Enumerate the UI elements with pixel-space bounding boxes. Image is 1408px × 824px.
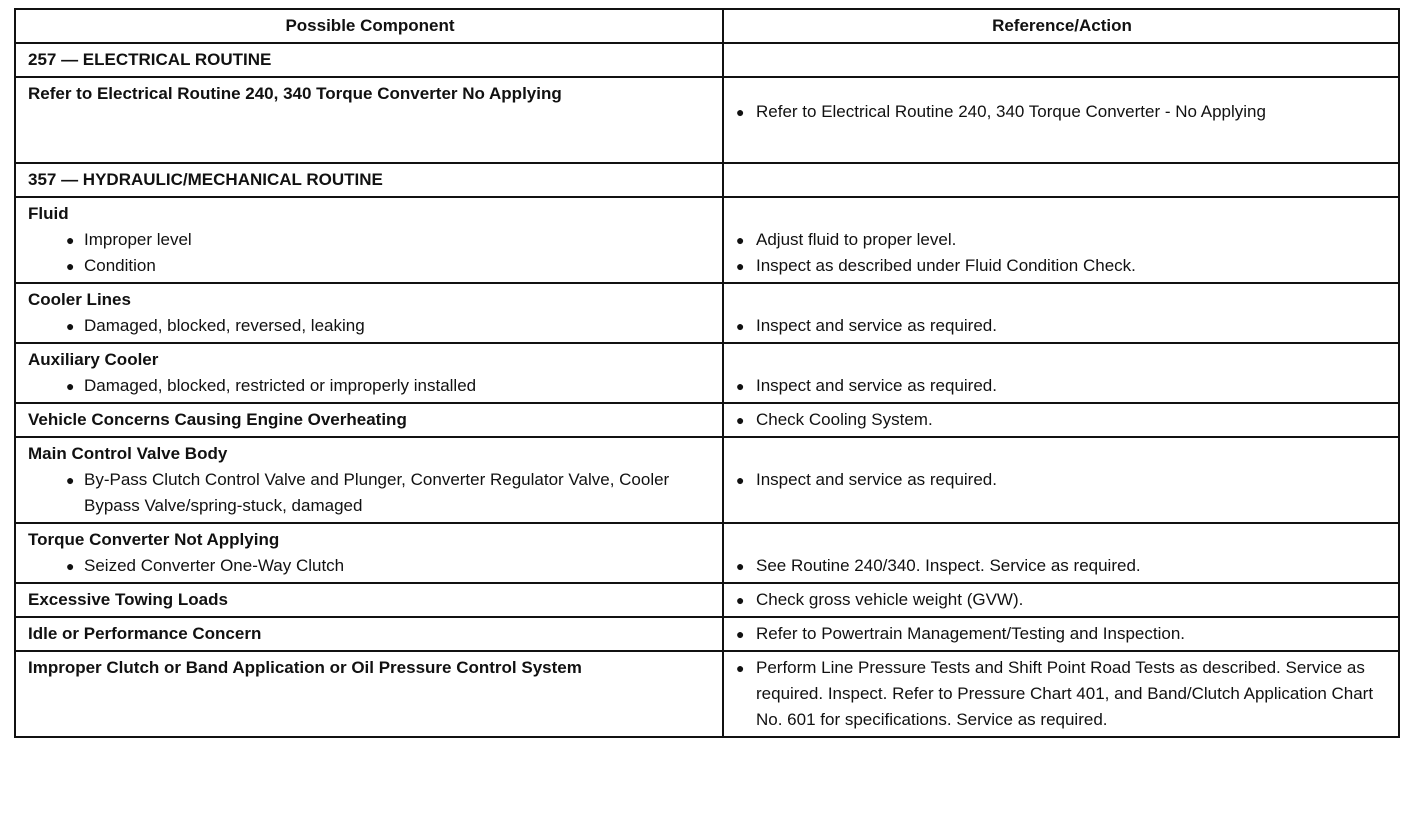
component-title: 257 — ELECTRICAL ROUTINE: [28, 50, 272, 69]
diagnosis-table: [14, 8, 1400, 738]
component-title: Improper Clutch or Band Application or Oil Pressure Control System: [28, 658, 582, 677]
action-item: ● Refer to Powertrain Management/Testing and Inspection.: [736, 621, 1388, 647]
action-item: ● Inspect and service as required.: [736, 467, 1388, 493]
table-row: [15, 617, 1399, 651]
component-cell: [15, 43, 723, 77]
component-title: Fluid: [28, 204, 69, 223]
action-cell: [723, 583, 1399, 617]
table-row: [15, 283, 1399, 343]
component-title: Vehicle Concerns Causing Engine Overheating: [28, 410, 407, 429]
component-title: Cooler Lines: [28, 290, 131, 309]
action-item: ● Inspect and service as required.: [736, 373, 1388, 399]
action-item: ● Perform Line Pressure Tests and Shift Point Road Tests as described. Service as required. Inspect. Refer to Pressure Chart 401, and Band/Clutch Application Chart No. 601 for specifications. Service as required.: [736, 655, 1388, 733]
header-row: [15, 9, 1399, 43]
action-cell: [723, 617, 1399, 651]
action-item: ● Check gross vehicle weight (GVW).: [736, 587, 1388, 613]
component-item: ● Damaged, blocked, reversed, leaking: [28, 313, 712, 339]
component-cell: [15, 651, 723, 737]
component-item: ● Damaged, blocked, restricted or improperly installed: [28, 373, 712, 399]
table-row: [15, 343, 1399, 403]
component-cell: [15, 343, 723, 403]
action-item: ● Inspect as described under Fluid Condition Check.: [736, 253, 1388, 279]
action-item: ● Adjust fluid to proper level.: [736, 227, 1388, 253]
table-row: [15, 403, 1399, 437]
component-title: 357 — HYDRAULIC/MECHANICAL ROUTINE: [28, 170, 383, 189]
component-title: Refer to Electrical Routine 240, 340 Torque Converter No Applying: [28, 84, 562, 103]
component-cell: [15, 523, 723, 583]
component-title: Main Control Valve Body: [28, 444, 228, 463]
component-cell: [15, 77, 723, 163]
table-row: [15, 197, 1399, 283]
action-item: ● Inspect and service as required.: [736, 313, 1388, 339]
component-cell: [15, 617, 723, 651]
action-item: ● Check Cooling System.: [736, 407, 1388, 433]
action-cell: [723, 77, 1399, 163]
action-item: ● See Routine 240/340. Inspect. Service as required.: [736, 553, 1388, 579]
component-item: ● Improper level: [28, 227, 712, 253]
component-title: Auxiliary Cooler: [28, 350, 159, 369]
column-header-action: Reference/Action: [723, 9, 1399, 43]
component-cell: [15, 437, 723, 523]
component-item: ● By-Pass Clutch Control Valve and Plunger, Converter Regulator Valve, Cooler Bypass Valve/spring-stuck, damaged: [28, 467, 712, 519]
table-row: [15, 651, 1399, 737]
action-item: ● Refer to Electrical Routine 240, 340 Torque Converter - No Applying: [736, 99, 1388, 125]
component-cell: [15, 197, 723, 283]
component-cell: [15, 283, 723, 343]
table-row: [15, 43, 1399, 77]
action-cell: [723, 403, 1399, 437]
table-row: [15, 437, 1399, 523]
action-cell: [723, 43, 1399, 77]
component-item: ● Seized Converter One-Way Clutch: [28, 553, 712, 579]
component-item: ● Condition: [28, 253, 712, 279]
action-cell: [723, 343, 1399, 403]
table-row: [15, 77, 1399, 163]
column-header-component: Possible Component: [15, 9, 723, 43]
component-cell: [15, 583, 723, 617]
table-row: [15, 583, 1399, 617]
table-row: [15, 163, 1399, 197]
action-cell: [723, 523, 1399, 583]
component-cell: [15, 403, 723, 437]
component-title: Torque Converter Not Applying: [28, 530, 280, 549]
component-title: Excessive Towing Loads: [28, 590, 228, 609]
component-title: Idle or Performance Concern: [28, 624, 262, 643]
table-row: [15, 523, 1399, 583]
action-cell: [723, 437, 1399, 523]
component-cell: [15, 163, 723, 197]
action-cell: [723, 651, 1399, 737]
action-cell: [723, 163, 1399, 197]
action-cell: [723, 197, 1399, 283]
action-cell: [723, 283, 1399, 343]
